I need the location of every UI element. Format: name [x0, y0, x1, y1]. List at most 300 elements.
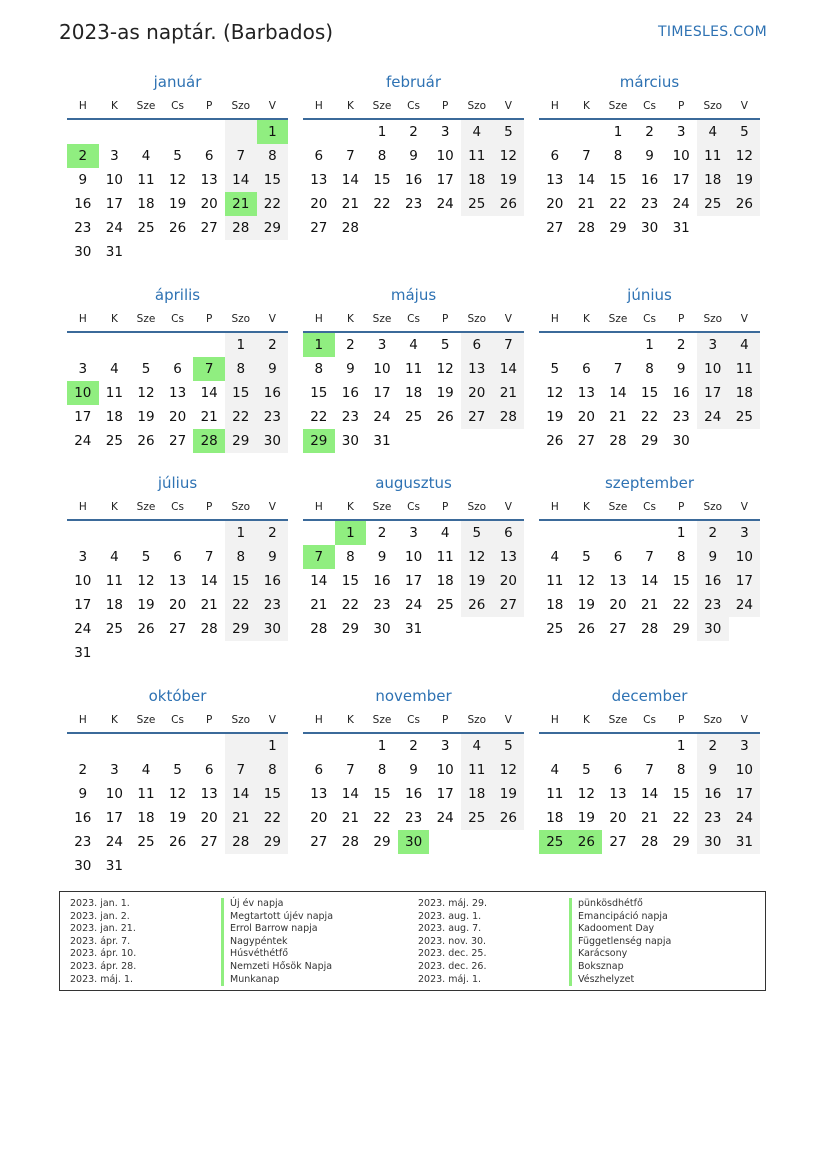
day-cell: 12 — [137, 385, 155, 401]
holiday-day-cell: 1 — [257, 120, 289, 144]
day-cell: 7 — [346, 762, 355, 778]
day-cell: 12 — [577, 573, 595, 589]
day-cell: 28 — [341, 834, 359, 850]
day-cell: 14 — [577, 172, 595, 188]
holiday-legend — [59, 891, 766, 991]
empty-cell — [130, 521, 162, 545]
weekday-label: Cs — [643, 501, 656, 513]
day-cell: 11 — [105, 573, 123, 589]
legend-date: 2023. aug. 1. — [418, 910, 482, 922]
empty-cell — [634, 734, 666, 758]
day-cell: 9 — [697, 758, 729, 782]
day-cell: 8 — [257, 144, 289, 168]
day-cell: 5 — [440, 337, 450, 353]
day-cell: 2 — [409, 738, 418, 754]
day-cell: 24 — [672, 196, 690, 212]
day-cell: 23 — [404, 810, 423, 826]
day-cell: 19 — [137, 597, 155, 613]
day-cell: 10 — [729, 758, 761, 782]
day-cell: 17 — [729, 569, 761, 593]
day-cell: 19 — [493, 168, 525, 192]
day-cell: 24 — [74, 621, 92, 637]
day-cell: 23 — [697, 806, 729, 830]
day-cell: 4 — [550, 549, 560, 565]
day-cell: 27 — [546, 220, 564, 236]
empty-cell — [99, 120, 131, 144]
day-cell: 9 — [409, 762, 418, 778]
weekday-label: Szo — [231, 313, 251, 325]
weekday-label: Szo — [231, 714, 251, 726]
day-cell: 28 — [200, 621, 218, 637]
day-cell: 3 — [78, 549, 88, 565]
weekday-label: Szo — [231, 501, 251, 513]
day-cell: 15 — [310, 385, 328, 401]
day-cell: 5 — [550, 361, 560, 377]
weekday-label: K — [110, 313, 118, 325]
day-cell: 30 — [697, 617, 729, 641]
day-cell: 19 — [137, 409, 155, 425]
holiday-day-cell: 30 — [398, 830, 430, 854]
weekday-label: Cs — [407, 313, 420, 325]
day-cell: 4 — [729, 333, 761, 357]
day-cell: 23 — [74, 834, 92, 850]
weekday-label: K — [582, 501, 590, 513]
month-name: október — [148, 687, 207, 705]
empty-cell — [67, 333, 99, 357]
day-cell: 10 — [436, 148, 454, 164]
day-cell: 30 — [341, 433, 359, 449]
weekday-label: V — [504, 100, 512, 112]
day-cell: 15 — [609, 172, 627, 188]
day-cell: 11 — [461, 144, 493, 168]
empty-cell — [602, 734, 634, 758]
empty-cell — [634, 521, 666, 545]
day-cell: 22 — [257, 192, 289, 216]
day-cell: 1 — [645, 337, 654, 353]
day-cell: 18 — [105, 409, 123, 425]
month-11 — [303, 686, 524, 854]
day-cell: 6 — [204, 148, 214, 164]
day-cell: 23 — [640, 196, 659, 212]
day-cell: 31 — [373, 433, 391, 449]
weekday-label: Sze — [372, 100, 392, 112]
day-cell: 15 — [672, 573, 690, 589]
weekday-label: Cs — [643, 100, 656, 112]
day-cell: 2 — [409, 124, 418, 140]
weekday-label: Szo — [703, 313, 723, 325]
month-name: január — [153, 73, 202, 91]
day-cell: 27 — [168, 433, 187, 449]
day-cell: 28 — [493, 405, 525, 429]
day-cell: 22 — [672, 810, 690, 826]
day-cell: 16 — [341, 385, 359, 401]
day-grid — [303, 521, 524, 641]
holiday-day-cell: 1 — [303, 333, 335, 357]
day-cell: 6 — [582, 361, 591, 377]
day-cell: 15 — [640, 385, 659, 401]
weekday-label: Szo — [231, 100, 251, 112]
legend-names-right — [569, 898, 671, 986]
empty-cell — [335, 120, 367, 144]
day-cell: 12 — [168, 786, 187, 802]
empty-cell — [193, 521, 225, 545]
holiday-day-cell: 21 — [225, 192, 257, 216]
day-cell: 23 — [373, 597, 391, 613]
day-cell: 30 — [672, 433, 690, 449]
day-cell: 20 — [200, 196, 218, 212]
weekday-label: Sze — [136, 100, 156, 112]
legend-holiday-name: Boksznap — [569, 961, 671, 974]
holiday-day-cell: 26 — [571, 830, 603, 854]
day-cell: 23 — [672, 409, 690, 425]
holiday-day-cell: 7 — [193, 357, 225, 381]
day-cell: 6 — [613, 762, 623, 778]
day-cell: 8 — [676, 549, 686, 565]
empty-cell — [162, 120, 194, 144]
day-cell: 19 — [546, 409, 564, 425]
weekday-label: H — [550, 313, 559, 325]
day-cell: 21 — [609, 409, 627, 425]
day-cell: 20 — [493, 569, 525, 593]
day-cell: 16 — [257, 569, 289, 593]
day-cell: 21 — [640, 810, 659, 826]
weekday-label: Szo — [703, 501, 723, 513]
day-cell: 27 — [200, 834, 218, 850]
empty-cell — [602, 521, 634, 545]
day-cell: 28 — [310, 621, 328, 637]
day-cell: 11 — [729, 357, 761, 381]
day-cell: 16 — [404, 786, 423, 802]
day-cell: 20 — [310, 810, 328, 826]
day-cell: 26 — [137, 433, 155, 449]
day-cell: 4 — [461, 120, 493, 144]
day-cell: 19 — [436, 385, 454, 401]
day-cell: 20 — [461, 381, 493, 405]
empty-cell — [67, 120, 99, 144]
day-cell: 7 — [346, 148, 355, 164]
empty-cell — [539, 333, 571, 357]
day-cell: 14 — [609, 385, 627, 401]
day-cell: 8 — [314, 361, 324, 377]
month-name: augusztus — [375, 474, 452, 492]
day-cell: 4 — [697, 120, 729, 144]
month-name: május — [390, 286, 437, 304]
day-cell: 6 — [613, 549, 623, 565]
day-cell: 18 — [436, 573, 454, 589]
day-cell: 7 — [582, 148, 591, 164]
day-cell: 31 — [672, 220, 690, 236]
empty-cell — [162, 521, 194, 545]
day-cell: 20 — [168, 597, 187, 613]
empty-cell — [571, 120, 603, 144]
legend-date: 2023. jan. 1. — [70, 898, 130, 909]
day-cell: 12 — [168, 172, 187, 188]
day-cell: 21 — [577, 196, 595, 212]
day-cell: 23 — [697, 593, 729, 617]
empty-cell — [99, 521, 131, 545]
day-cell: 7 — [613, 361, 623, 377]
weekday-label: V — [504, 501, 512, 513]
weekday-label: K — [346, 714, 354, 726]
weekday-label: K — [346, 501, 354, 513]
empty-cell — [225, 734, 257, 758]
day-cell: 21 — [200, 597, 218, 613]
day-cell: 6 — [314, 148, 324, 164]
day-cell: 7 — [645, 549, 654, 565]
legend-holiday-name: Kadooment Day — [569, 923, 671, 936]
day-cell: 19 — [168, 196, 187, 212]
empty-cell — [67, 734, 99, 758]
day-cell: 4 — [550, 762, 560, 778]
legend-holiday-name: Karácsony — [569, 948, 671, 961]
month-name: szeptember — [604, 474, 695, 492]
day-cell: 2 — [676, 337, 686, 353]
day-cell: 25 — [461, 806, 493, 830]
day-cell: 17 — [729, 782, 761, 806]
day-grid — [539, 120, 760, 240]
day-cell: 20 — [546, 196, 564, 212]
day-cell: 9 — [78, 786, 88, 802]
day-cell: 28 — [225, 830, 257, 854]
day-cell: 12 — [729, 144, 761, 168]
day-cell: 26 — [168, 834, 187, 850]
day-cell: 31 — [404, 621, 423, 637]
day-cell: 19 — [729, 168, 761, 192]
weekday-label: Szo — [467, 313, 487, 325]
day-cell: 29 — [609, 220, 627, 236]
weekday-label: Cs — [643, 714, 656, 726]
weekday-label: Sze — [372, 714, 392, 726]
month-name: március — [619, 73, 680, 91]
page-title: 2023-as naptár. (Barbados) — [59, 20, 334, 44]
empty-cell — [193, 734, 225, 758]
day-cell: 13 — [577, 385, 595, 401]
day-cell: 18 — [546, 597, 564, 613]
day-cell: 24 — [105, 834, 123, 850]
day-cell: 5 — [141, 549, 151, 565]
day-cell: 26 — [436, 409, 454, 425]
empty-cell — [335, 734, 367, 758]
day-cell: 18 — [729, 381, 761, 405]
day-cell: 21 — [493, 381, 525, 405]
day-cell: 31 — [105, 244, 123, 260]
month-3 — [539, 72, 760, 240]
day-cell: 20 — [609, 597, 627, 613]
weekday-label: V — [740, 501, 748, 513]
day-cell: 14 — [341, 172, 359, 188]
day-cell: 6 — [173, 549, 182, 565]
day-cell: 16 — [74, 196, 92, 212]
day-cell: 24 — [729, 593, 761, 617]
day-cell: 1 — [676, 738, 686, 754]
month-10 — [67, 686, 288, 878]
day-cell: 1 — [676, 525, 686, 541]
day-cell: 8 — [377, 148, 387, 164]
day-cell: 12 — [493, 144, 525, 168]
day-cell: 30 — [257, 429, 289, 453]
day-cell: 3 — [440, 124, 450, 140]
day-cell: 12 — [493, 758, 525, 782]
day-cell: 3 — [409, 525, 418, 541]
weekday-label: P — [206, 714, 213, 726]
day-cell: 1 — [225, 521, 257, 545]
weekday-label: Cs — [171, 313, 184, 325]
day-cell: 23 — [257, 405, 289, 429]
legend-holiday-name: Vészhelyzet — [569, 974, 671, 987]
day-cell: 27 — [461, 405, 493, 429]
day-cell: 20 — [200, 810, 218, 826]
weekday-label: V — [268, 100, 276, 112]
day-cell: 24 — [729, 806, 761, 830]
legend-date: 2023. jan. 21. — [70, 923, 136, 935]
day-cell: 10 — [697, 357, 729, 381]
day-cell: 6 — [493, 521, 525, 545]
weekday-label: H — [314, 100, 323, 112]
day-cell: 22 — [609, 196, 627, 212]
month-7 — [67, 473, 288, 665]
day-cell: 2 — [697, 734, 729, 758]
day-cell: 14 — [640, 573, 659, 589]
day-cell: 11 — [105, 385, 123, 401]
legend-date: 2023. dec. 26. — [418, 960, 487, 972]
day-cell: 30 — [373, 621, 391, 637]
empty-cell — [193, 120, 225, 144]
day-cell: 29 — [257, 216, 289, 240]
day-cell: 10 — [404, 549, 423, 565]
weekday-label: Szo — [467, 714, 487, 726]
empty-cell — [130, 333, 162, 357]
day-cell: 24 — [436, 810, 454, 826]
legend-date: 2023. ápr. 10. — [70, 948, 137, 960]
empty-cell — [303, 521, 335, 545]
day-cell: 4 — [141, 762, 151, 778]
day-cell: 29 — [640, 433, 659, 449]
weekday-label: P — [678, 100, 685, 112]
day-cell: 27 — [200, 220, 218, 236]
day-grid — [539, 734, 760, 854]
day-cell: 8 — [613, 148, 623, 164]
legend-holiday-name: Emancipáció napja — [569, 911, 671, 924]
day-cell: 18 — [546, 810, 564, 826]
legend-names-left — [221, 898, 333, 986]
day-cell: 29 — [225, 429, 257, 453]
day-cell: 9 — [78, 172, 88, 188]
month-4 — [67, 285, 288, 453]
holiday-day-cell: 10 — [67, 381, 99, 405]
day-cell: 8 — [257, 758, 289, 782]
day-cell: 17 — [672, 172, 690, 188]
legend-date: 2023. máj. 1. — [418, 973, 482, 985]
weekday-label: H — [550, 100, 559, 112]
day-cell: 9 — [645, 148, 654, 164]
empty-cell — [571, 521, 603, 545]
weekday-label: Cs — [407, 100, 420, 112]
day-cell: 31 — [729, 830, 761, 854]
day-grid — [67, 734, 288, 878]
legend-dates-right — [418, 898, 487, 986]
day-cell: 5 — [582, 762, 591, 778]
day-cell: 19 — [577, 597, 595, 613]
day-cell: 15 — [225, 569, 257, 593]
day-cell: 8 — [676, 762, 686, 778]
empty-cell — [99, 333, 131, 357]
weekday-label: V — [268, 313, 276, 325]
day-cell: 17 — [74, 597, 92, 613]
day-cell: 4 — [440, 525, 450, 541]
day-cell: 30 — [257, 617, 289, 641]
weekday-label: V — [740, 100, 748, 112]
day-cell: 2 — [257, 521, 289, 545]
day-cell: 2 — [377, 525, 387, 541]
day-cell: 11 — [404, 361, 423, 377]
empty-cell — [130, 734, 162, 758]
day-cell: 3 — [440, 738, 450, 754]
day-cell: 7 — [225, 144, 257, 168]
month-1 — [67, 72, 288, 264]
brand-link[interactable]: TIMESLES.COM — [658, 24, 767, 40]
empty-cell — [602, 333, 634, 357]
legend-date: 2023. ápr. 28. — [70, 960, 137, 972]
month-name: november — [375, 687, 452, 705]
day-cell: 11 — [697, 144, 729, 168]
day-cell: 9 — [676, 361, 686, 377]
day-cell: 3 — [697, 333, 729, 357]
day-cell: 11 — [137, 172, 155, 188]
day-cell: 31 — [105, 858, 123, 874]
weekday-header — [67, 98, 288, 120]
day-cell: 9 — [257, 545, 289, 569]
day-grid — [303, 734, 524, 854]
day-grid — [67, 333, 288, 453]
day-cell: 13 — [609, 786, 627, 802]
day-cell: 18 — [461, 168, 493, 192]
weekday-label: H — [78, 714, 87, 726]
empty-cell — [303, 734, 335, 758]
day-cell: 25 — [137, 220, 155, 236]
day-cell: 28 — [640, 621, 659, 637]
day-cell: 14 — [200, 385, 218, 401]
weekday-label: Sze — [608, 714, 628, 726]
holiday-day-cell: 1 — [335, 521, 367, 545]
empty-cell — [67, 521, 99, 545]
day-cell: 16 — [697, 782, 729, 806]
day-cell: 4 — [141, 148, 151, 164]
weekday-label: Szo — [703, 714, 723, 726]
weekday-label: P — [206, 100, 213, 112]
day-cell: 5 — [493, 734, 525, 758]
day-cell: 26 — [493, 192, 525, 216]
weekday-label: Sze — [372, 313, 392, 325]
empty-cell — [193, 333, 225, 357]
day-cell: 13 — [493, 545, 525, 569]
day-cell: 11 — [436, 549, 454, 565]
weekday-label: V — [268, 501, 276, 513]
holiday-day-cell: 2 — [67, 144, 99, 168]
day-cell: 12 — [461, 545, 493, 569]
day-cell: 26 — [546, 433, 564, 449]
day-cell: 2 — [645, 124, 654, 140]
day-cell: 17 — [105, 196, 123, 212]
day-cell: 16 — [640, 172, 659, 188]
weekday-header — [303, 311, 524, 333]
day-cell: 5 — [461, 521, 493, 545]
empty-cell — [130, 120, 162, 144]
weekday-label: H — [78, 501, 87, 513]
day-cell: 22 — [373, 196, 391, 212]
day-cell: 22 — [341, 597, 359, 613]
day-cell: 8 — [645, 361, 654, 377]
day-cell: 25 — [546, 621, 564, 637]
